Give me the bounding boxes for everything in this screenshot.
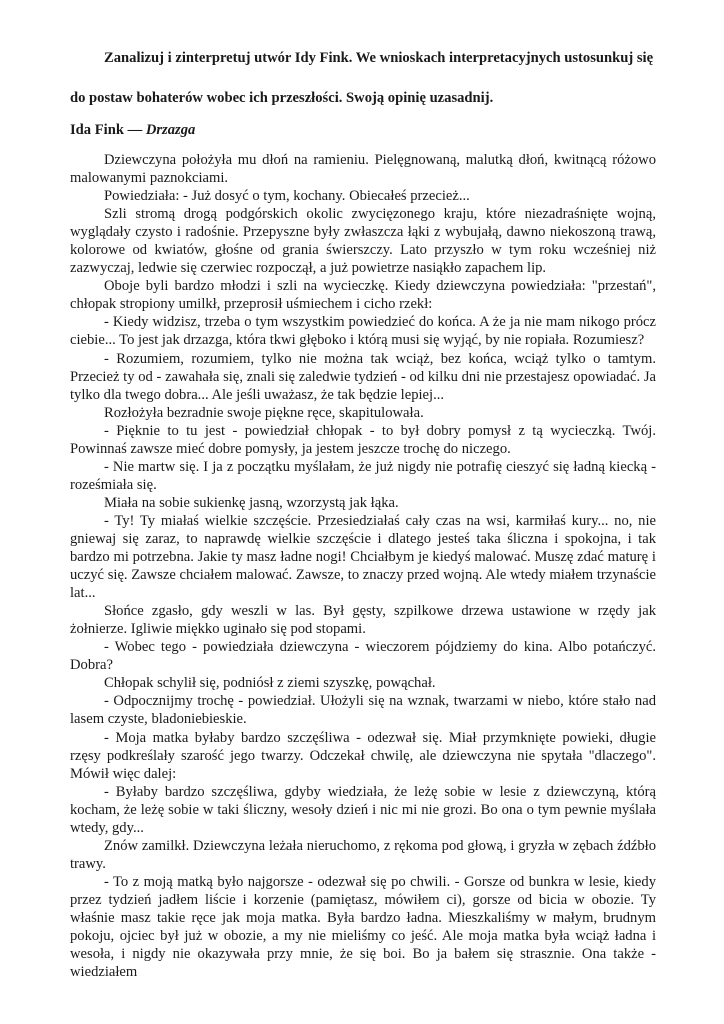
paragraph: Szli stromą drogą podgórskich okolic zwycięzonego kraju, które niezadraśnięte wojną, wyglądały czysto i radośnie. Przepyszne były zwłaszcza łąki z wybujałą, dawno niekoszoną trawą, kolorowe od kwiatów, głośne od grania świerszczy. Lato przyszło w tym roku wcześniej niż zazwyczaj, ledwie się czerwiec rozpoczął, a już powietrze nasiąkło zapachem lip. xyxy=(70,206,656,277)
work-title: Drzazga xyxy=(145,122,196,138)
paragraph: - Nie martw się. I ja z początku myślałam, że już nigdy nie potrafię cieszyć się ładną kiecką - roześmiała się. xyxy=(70,458,656,493)
task-line-2: do postaw bohaterów wobec ich przeszłości. Swoją opinię uzasadnij. xyxy=(70,90,494,106)
story-text xyxy=(70,151,656,981)
paragraph: - Ty! Ty miałaś wielkie szczęście. Przesiedziałaś cały czas na wsi, karmiłaś kury... no, nie gniewaj się zaraz, to naprawdę wielkie szczęście i dlatego jesteś taka śliczna i spokojna, i tak bardzo mi potrzebna. Jakie ty masz ładne nogi! Chciałbym je kiedyś malować. Muszę zdać maturę i uczyć się. Zawsze chciałem malować. Zawsze, to znaczy przed wojną. Ale wtedy miałem trzynaście lat... xyxy=(70,512,656,602)
paragraph: Rozłożyła bezradnie swoje piękne ręce, skapitulowała. xyxy=(104,404,424,421)
work-heading xyxy=(70,122,195,139)
paragraph: Słońce zgasło, gdy weszli w las. Był gęsty, szpilkowe drzewa ustawione w rzędy jak żołnierze. Igliwie miękko uginało się pod stopami. xyxy=(70,603,656,638)
task-line-1: Zanalizuj i zinterpretuj utwór Idy Fink. We wnioskach interpretacyjnych ustosunkuj się xyxy=(104,50,654,66)
paragraph: - Pięknie to tu jest - powiedział chłopak - to był dobry pomysł z tą wycieczką. Twój. Powinnaś zawsze mieć dobre pomysły, ja jestem jeszcze trochę do niczego. xyxy=(70,422,656,457)
paragraph: - Wobec tego - powiedziała dziewczyna - wieczorem pójdziemy do kina. Albo potańczyć. Dobra? xyxy=(70,639,656,674)
paragraph: Oboje byli bardzo młodzi i szli na wycieczkę. Kiedy dziewczyna powiedziała: "przestań", chłopak stropiony umilkł, przeprosił uśmiechem i cicho rzekł: xyxy=(70,278,656,313)
paragraph: Miała na sobie sukienkę jasną, wzorzystą jak łąka. xyxy=(104,494,399,511)
paragraph: - Kiedy widzisz, trzeba o tym wszystkim powiedzieć do końca. A że ja nie mam nikogo prócz ciebie... To jest jak drzazga, która tkwi głęboko i którą musi się wyjąć, by nie ropiała. Rozumiesz? xyxy=(70,314,656,349)
work-author: Ida Fink — xyxy=(70,122,146,138)
paragraph: - Moja matka byłaby bardzo szczęśliwa - odezwał się. Miał przymknięte powieki, długie rzęsy podkreślały szarość jego twarzy. Odczekał chwilę, ale dziewczyna nie spytała "dlaczego". Mówił więc dalej: xyxy=(70,729,656,782)
paragraph: Powiedziała: - Już dosyć o tym, kochany. Obiecałeś przecież... xyxy=(104,188,470,205)
paragraph: Dziewczyna położyła mu dłoń na ramieniu. Pielęgnowaną, malutką dłoń, kwitnącą różowo malowanymi paznokciami. xyxy=(70,152,656,187)
paragraph: - Odpocznijmy trochę - powiedział. Ułożyli się na wznak, twarzami w niebo, które stało nad lasem czyste, bladoniebieskie. xyxy=(70,693,656,728)
paragraph: - To z moją matką było najgorsze - odezwał się po chwili. - Gorsze od bunkra w lesie, kiedy przez tydzień jadłem liście i korzenie (pamiętasz, mówiłem ci), gorsze od bicia w obozie. Ty właśnie masz takie ręce jak moja matka. Była bardzo ładna. Mieszkaliśmy w małym, brudnym pokoju, ojciec był już w obozie, a my nie mieliśmy co jeść. Ale moja matka była wciąż ładna i wesoła, i nigdy nie okazywała przy mnie, że się boi. Bo ja bałem się strasznie. Ona także - wiedziałem xyxy=(70,873,656,981)
paragraph: - Byłaby bardzo szczęśliwa, gdyby wiedziała, że leżę sobie w lesie z dziewczyną, którą kocham, że leżę sobie w taki śliczny, wesoły dzień i nic mi nie grozi. Bo ona o tym pewnie myślała wtedy, gdy... xyxy=(70,783,656,836)
paragraph: Znów zamilkł. Dziewczyna leżała nieruchomo, z rękoma pod głową, i gryzła w zębach źdźbło trawy. xyxy=(70,837,656,872)
paragraph: Chłopak schylił się, podniósł z ziemi szyszkę, powąchał. xyxy=(104,675,436,692)
paragraph: - Rozumiem, rozumiem, tylko nie można tak wciąż, bez końca, wciąż tylko o tamtym. Przecież ty od - zawahała się, znali się zaledwie tydzień - od kilku dni nie przestajesz opowiadać. Ja tylko dla twego dobra... Ale jeśli uważasz, że tak będzie lepiej... xyxy=(70,350,656,403)
